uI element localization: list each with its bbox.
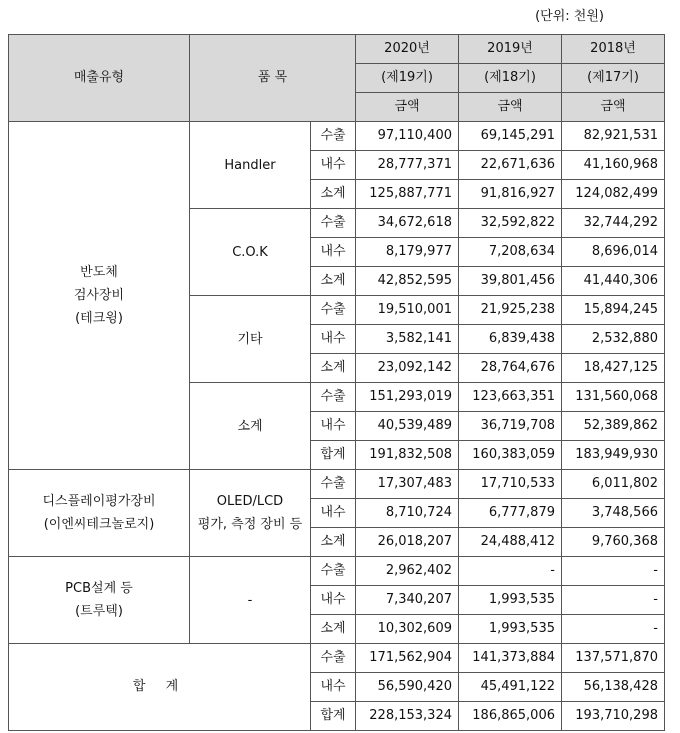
amount-cell: 124,082,499 [562, 180, 665, 209]
row-kind: 내수 [311, 586, 356, 615]
item-line: 평가, 측정 장비 등 [197, 517, 303, 532]
row-kind: 수출 [311, 122, 356, 151]
item-line: Handler [224, 157, 276, 173]
row-kind: 소계 [311, 528, 356, 557]
amount-cell: 151,293,019 [356, 383, 459, 412]
item-line: 기타 [237, 331, 263, 347]
row-kind: 수출 [311, 470, 356, 499]
item-line: 소계 [237, 418, 263, 434]
amount-cell: 6,839,438 [459, 325, 562, 354]
amount-cell: 15,894,245 [562, 296, 665, 325]
amount-cell: 193,710,298 [562, 702, 665, 731]
amount-cell: 28,777,371 [356, 151, 459, 180]
header-amount-2020: 금액 [356, 93, 459, 122]
amount-cell: 52,389,862 [562, 412, 665, 441]
row-kind: 내수 [311, 412, 356, 441]
amount-cell: 18,427,125 [562, 354, 665, 383]
amount-cell: 22,671,636 [459, 151, 562, 180]
amount-cell: 191,832,508 [356, 441, 459, 470]
header-sales-type: 매출유형 [9, 35, 190, 122]
item-line: - [247, 592, 253, 608]
header-item: 품 목 [190, 35, 356, 122]
amount-cell: 1,993,535 [459, 586, 562, 615]
amount-cell: 21,925,238 [459, 296, 562, 325]
amount-cell: 82,921,531 [562, 122, 665, 151]
unit-label: (단위: 천원) [535, 9, 604, 24]
row-kind: 수출 [311, 557, 356, 586]
row-kind: 수출 [311, 644, 356, 673]
amount-cell: - [459, 557, 562, 586]
amount-cell: 36,719,708 [459, 412, 562, 441]
row-kind: 내수 [311, 151, 356, 180]
amount-cell: 160,383,059 [459, 441, 562, 470]
amount-cell: 34,672,618 [356, 209, 459, 238]
amount-cell: 7,340,207 [356, 586, 459, 615]
amount-cell: 141,373,884 [459, 644, 562, 673]
table-header [9, 35, 665, 122]
header-amount-2019: 금액 [459, 93, 562, 122]
amount-cell: 186,865,006 [459, 702, 562, 731]
amount-cell: 131,560,068 [562, 383, 665, 412]
table-row [9, 470, 665, 499]
amount-cell: 2,962,402 [356, 557, 459, 586]
amount-cell: 91,816,927 [459, 180, 562, 209]
header-year-2018: 2018년 [562, 35, 665, 64]
amount-cell: 137,571,870 [562, 644, 665, 673]
header-year-2020: 2020년 [356, 35, 459, 64]
total-row [9, 644, 665, 673]
amount-cell: 3,582,141 [356, 325, 459, 354]
amount-cell: 9,760,368 [562, 528, 665, 557]
amount-cell: 6,011,802 [562, 470, 665, 499]
row-kind: 내수 [311, 325, 356, 354]
amount-cell: - [562, 615, 665, 644]
amount-cell: 228,153,324 [356, 702, 459, 731]
amount-cell: 26,018,207 [356, 528, 459, 557]
amount-cell: 123,663,351 [459, 383, 562, 412]
amount-cell: - [562, 557, 665, 586]
header-term-17: (제17기) [562, 64, 665, 93]
amount-cell: 19,510,001 [356, 296, 459, 325]
row-kind: 수출 [311, 383, 356, 412]
row-kind: 합계 [311, 441, 356, 470]
amount-cell: 8,179,977 [356, 238, 459, 267]
amount-cell: 32,592,822 [459, 209, 562, 238]
amount-cell: 56,590,420 [356, 673, 459, 702]
amount-cell: 69,145,291 [459, 122, 562, 151]
item-cell [190, 383, 311, 470]
sales-type-line: 디스플레이평가장비 [42, 494, 156, 509]
amount-cell: 8,710,724 [356, 499, 459, 528]
header-term-18: (제18기) [459, 64, 562, 93]
amount-cell: 6,777,879 [459, 499, 562, 528]
item-cell [190, 209, 311, 296]
item-line: OLED/LCD [216, 494, 284, 509]
amount-cell: 41,160,968 [562, 151, 665, 180]
row-kind: 내수 [311, 238, 356, 267]
amount-cell: 41,440,306 [562, 267, 665, 296]
sales-type-line: (테크윙) [75, 311, 123, 326]
row-kind: 소계 [311, 180, 356, 209]
table-body [9, 122, 665, 731]
amount-cell: 28,764,676 [459, 354, 562, 383]
amount-cell: 17,307,483 [356, 470, 459, 499]
sales-type-cell [9, 470, 190, 557]
sales-type-line: (트루텍) [75, 604, 123, 619]
amount-cell: 40,539,489 [356, 412, 459, 441]
row-kind: 합계 [311, 702, 356, 731]
amount-cell: 23,092,142 [356, 354, 459, 383]
sales-type-line: 반도체 [80, 265, 118, 280]
row-kind: 내수 [311, 673, 356, 702]
amount-cell: 10,302,609 [356, 615, 459, 644]
amount-cell: - [562, 586, 665, 615]
total-label: 합 계 [9, 644, 311, 731]
amount-cell: 3,748,566 [562, 499, 665, 528]
item-line: C.O.K [232, 244, 268, 260]
table-row [9, 122, 665, 151]
sales-type-line: (이엔씨테크놀로지) [43, 517, 155, 532]
item-cell [190, 470, 311, 557]
item-cell [190, 122, 311, 209]
row-kind: 소계 [311, 354, 356, 383]
amount-cell: 2,532,880 [562, 325, 665, 354]
amount-cell: 56,138,428 [562, 673, 665, 702]
sales-type-cell [9, 557, 190, 644]
amount-cell: 1,993,535 [459, 615, 562, 644]
row-kind: 소계 [311, 267, 356, 296]
header-amount-2018: 금액 [562, 93, 665, 122]
amount-cell: 39,801,456 [459, 267, 562, 296]
amount-cell: 8,696,014 [562, 238, 665, 267]
row-kind: 수출 [311, 209, 356, 238]
item-cell [190, 296, 311, 383]
sales-type-cell [9, 122, 190, 470]
sales-table [8, 34, 665, 731]
item-cell [190, 557, 311, 644]
amount-cell: 42,852,595 [356, 267, 459, 296]
sales-type-line: 검사장비 [73, 288, 125, 303]
amount-cell: 171,562,904 [356, 644, 459, 673]
amount-cell: 125,887,771 [356, 180, 459, 209]
amount-cell: 97,110,400 [356, 122, 459, 151]
amount-cell: 17,710,533 [459, 470, 562, 499]
row-kind: 수출 [311, 296, 356, 325]
amount-cell: 183,949,930 [562, 441, 665, 470]
table-row [9, 557, 665, 586]
header-year-2019: 2019년 [459, 35, 562, 64]
amount-cell: 7,208,634 [459, 238, 562, 267]
row-kind: 내수 [311, 499, 356, 528]
sales-type-line: PCB설계 등 [65, 581, 133, 596]
row-kind: 소계 [311, 615, 356, 644]
amount-cell: 32,744,292 [562, 209, 665, 238]
amount-cell: 45,491,122 [459, 673, 562, 702]
header-term-19: (제19기) [356, 64, 459, 93]
amount-cell: 24,488,412 [459, 528, 562, 557]
